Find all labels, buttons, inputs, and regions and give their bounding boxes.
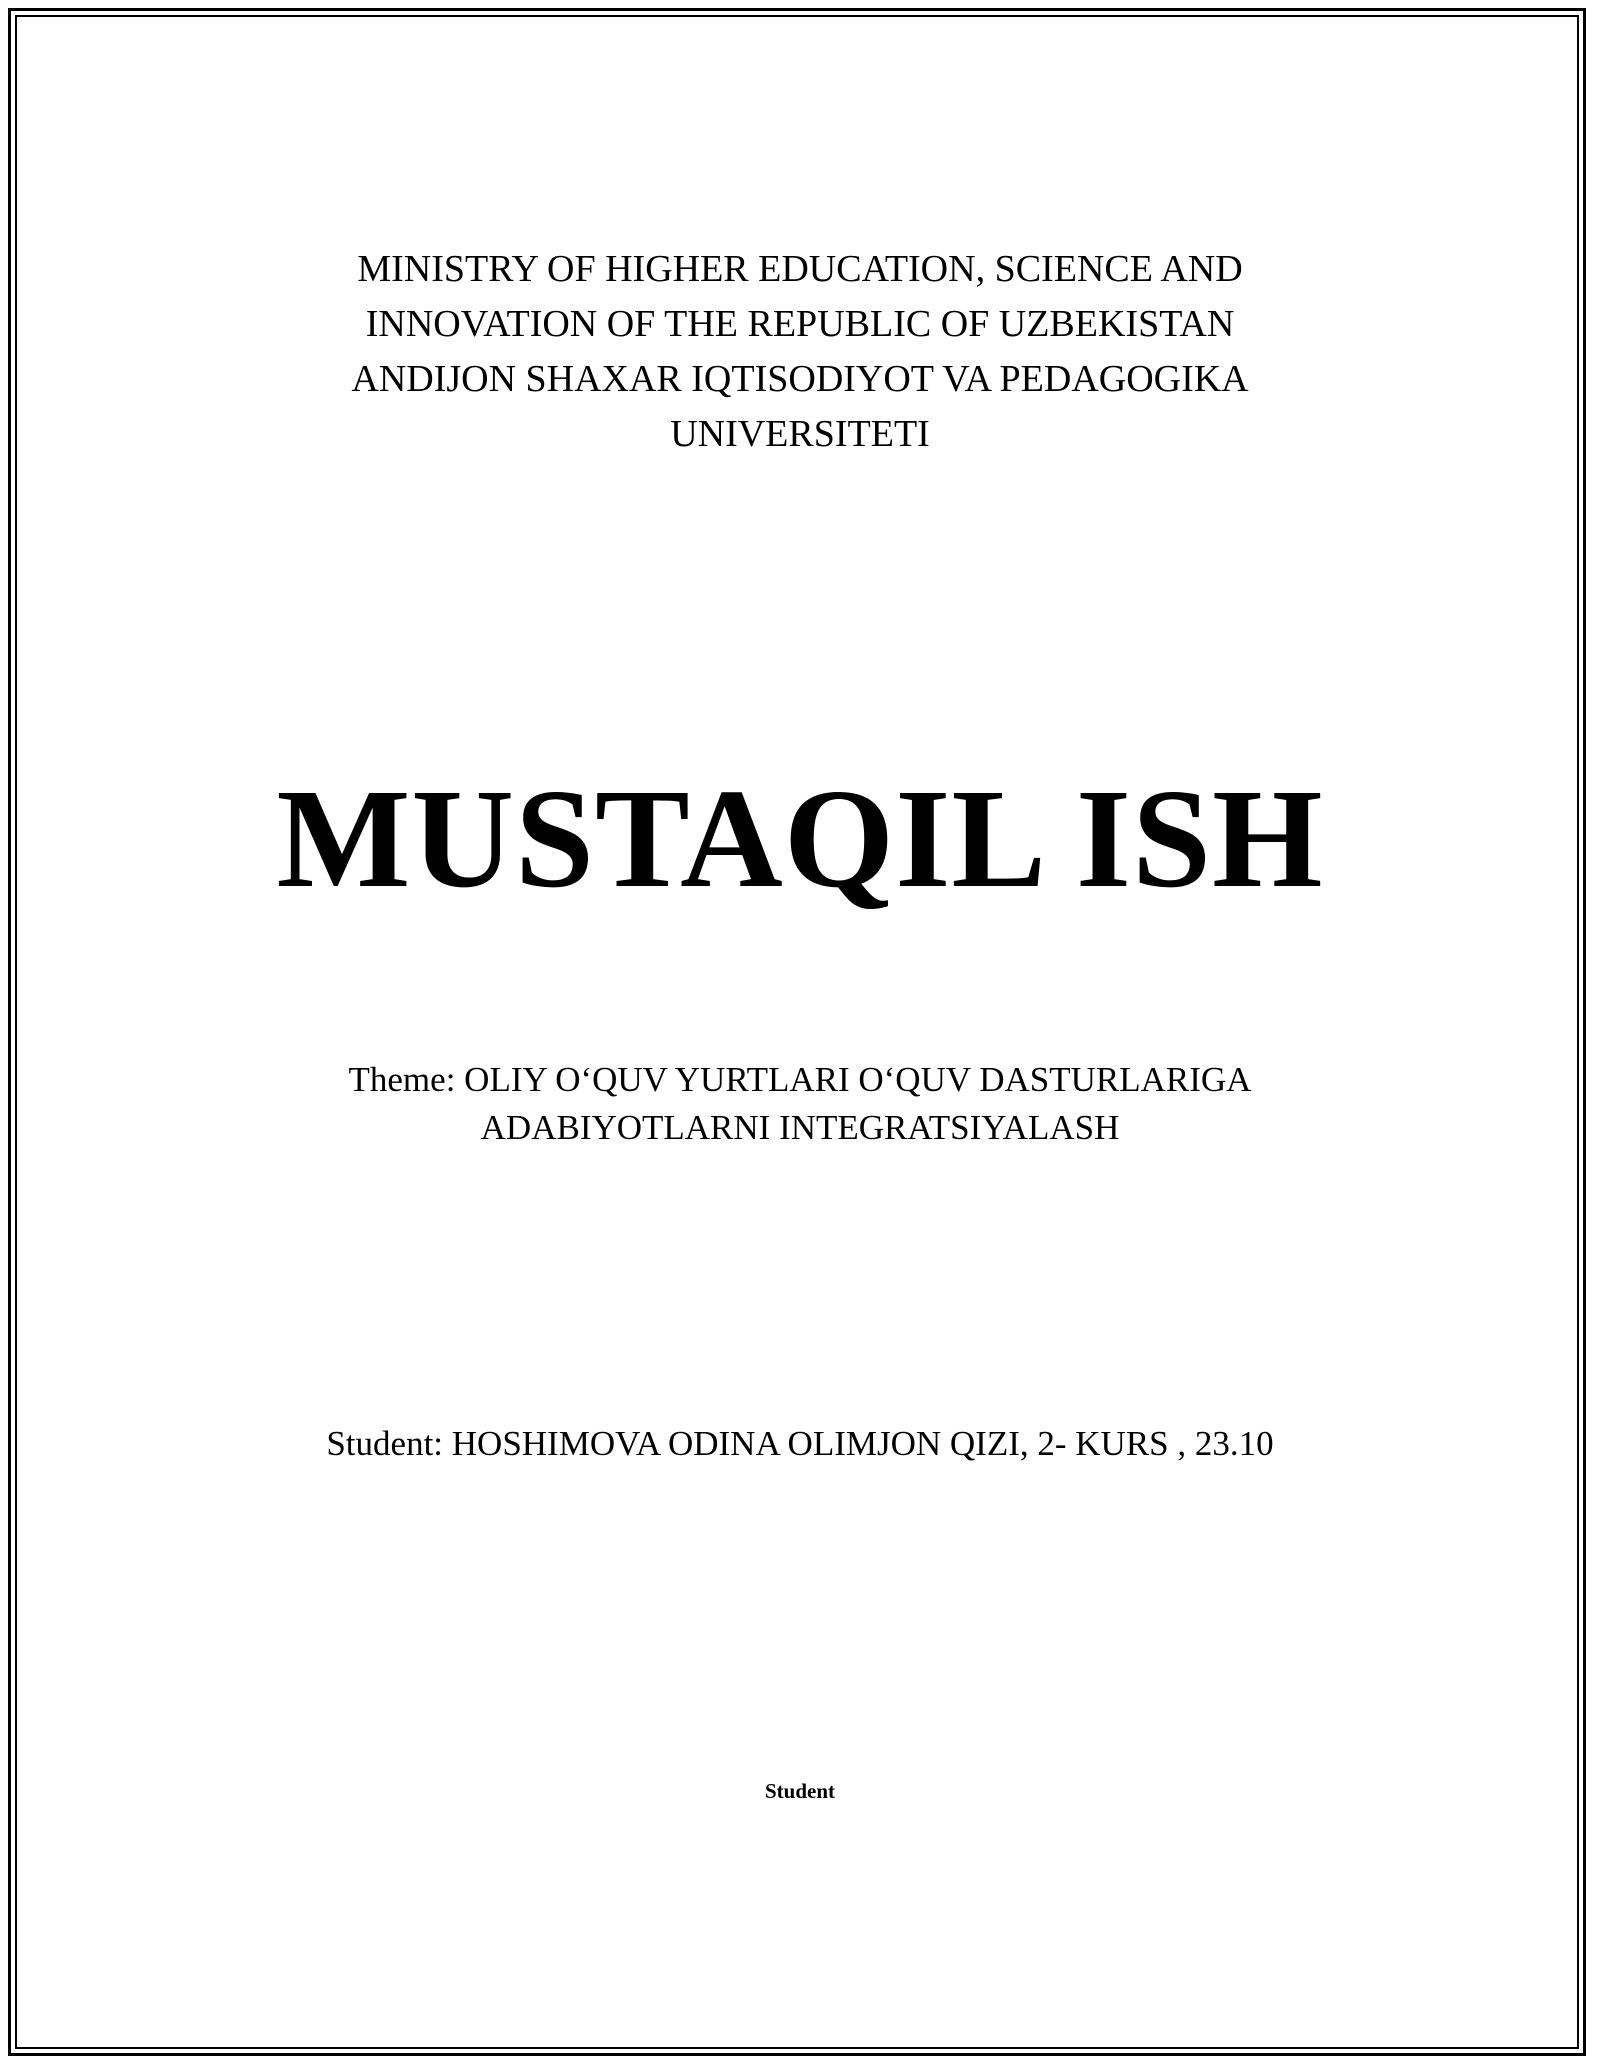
student-info: Student: HOSHIMOVA ODINA OLIMJON QIZI, 2- KURS , 23.10 [326,1424,1274,1463]
document-title: MUSTAQIL ISH [276,759,1324,917]
institution-line-1: MINISTRY OF HIGHER EDUCATION, SCIENCE AND [357,248,1243,290]
theme-line-2: ADABIYOTLARNI INTEGRATSIYALASH [480,1108,1120,1147]
theme-line-1: Theme: OLIY O‘QUV YURTLARI O‘QUV DASTURLARIGA [348,1060,1252,1099]
theme-block [0,1056,1600,1152]
institution-line-3: ANDIJON SHAXAR IQTISODIYOT VA PEDAGOGIKA [351,358,1249,400]
institution-line-2: INNOVATION OF THE REPUBLIC OF UZBEKISTAN [365,303,1235,345]
signature-label: Student [764,1779,836,1803]
institution-header [0,242,1600,462]
institution-line-4: UNIVERSITETI [670,413,930,455]
